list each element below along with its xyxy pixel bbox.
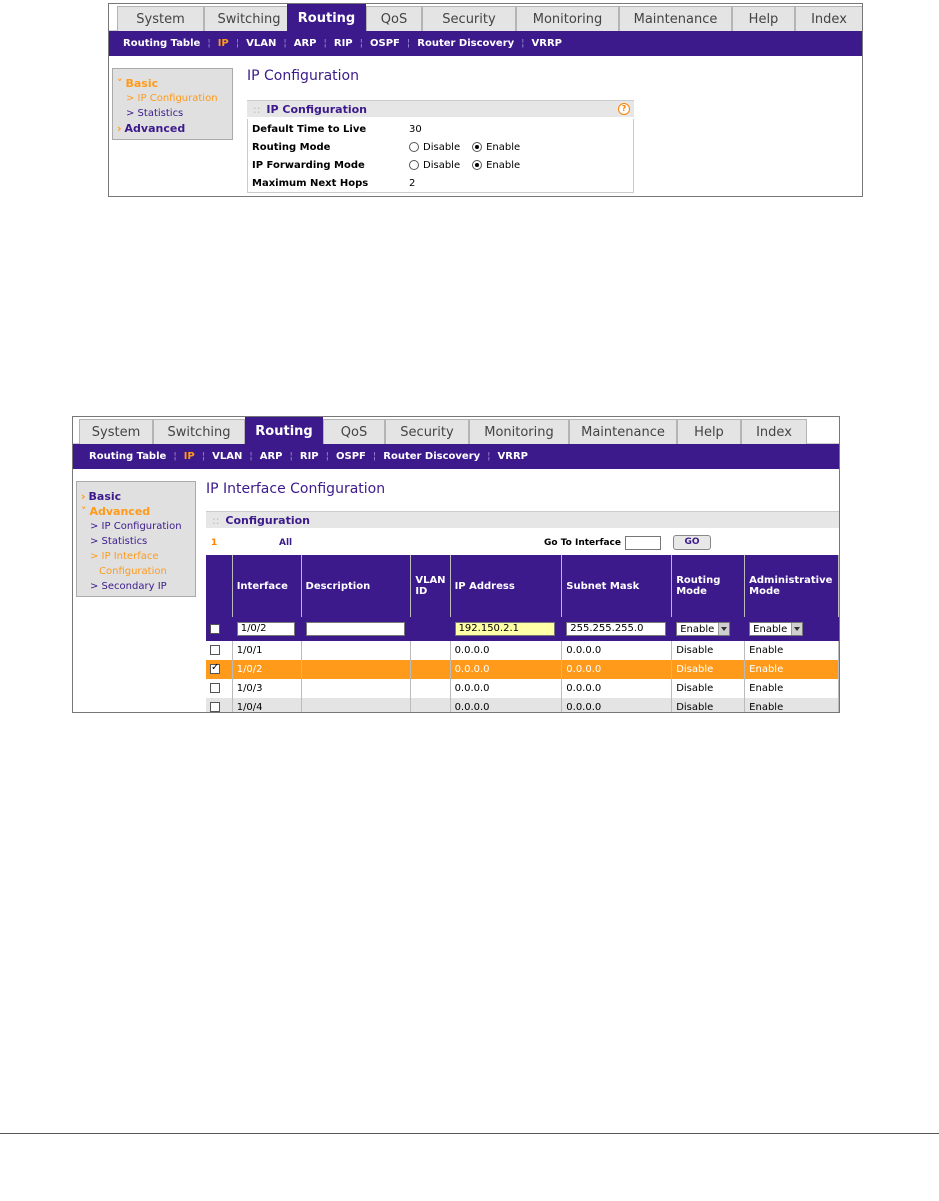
cell-description [301, 679, 411, 698]
table-row[interactable] [206, 641, 839, 660]
tab-help[interactable]: Help [677, 419, 741, 444]
sub-navigation: Routing Table ¦ IP ¦ VLAN ¦ ARP ¦ RIP ¦ OSPF ¦ Router Discovery ¦ VRRP [73, 444, 839, 469]
sidebar-item-label: Configuration [99, 566, 167, 577]
admin-mode-select[interactable] [749, 622, 803, 636]
goto-interface [544, 535, 711, 550]
tab-monitoring[interactable]: Monitoring [469, 419, 569, 444]
edit-row [206, 617, 839, 641]
sidebar-basic[interactable]: ˅ Basic [117, 77, 159, 90]
sidebar [76, 481, 196, 597]
col-interface: Interface [232, 555, 301, 617]
cell-interface: 1/0/4 [232, 698, 301, 713]
sidebar-item-statistics[interactable]: > Statistics [126, 108, 184, 119]
subnav-vlan[interactable]: VLAN [212, 451, 243, 462]
enable-label: Enable [486, 159, 521, 171]
chevron-down-icon [791, 623, 802, 635]
ip-address-input[interactable]: 192.150.2.1 [455, 622, 555, 636]
col-select [206, 555, 232, 617]
sidebar-advanced[interactable]: ˅ Advanced [81, 505, 151, 518]
cell-admin-mode: Enable [745, 641, 839, 660]
cell-vlan-id [411, 698, 450, 713]
cell-vlan-id [411, 660, 450, 679]
interface-input[interactable]: 1/0/2 [237, 622, 295, 636]
sidebar-advanced[interactable]: › Advanced [117, 122, 186, 135]
interface-table [206, 555, 839, 713]
subnav-arp[interactable]: ARP [259, 451, 283, 462]
max-hops-label: Maximum Next Hops [252, 177, 369, 189]
cell-routing-mode: Disable [672, 679, 745, 698]
cell-admin-mode: Enable [745, 679, 839, 698]
description-input[interactable] [306, 622, 405, 636]
sidebar-item-ip-interface-configuration[interactable] [81, 549, 191, 579]
cell-description [301, 698, 411, 713]
tab-help[interactable]: Help [732, 6, 795, 31]
edit-row-checkbox[interactable] [210, 624, 220, 634]
row-checkbox[interactable] [210, 702, 220, 712]
subnav-router-discovery[interactable]: Router Discovery [417, 38, 515, 49]
subnav-vrrp[interactable]: VRRP [531, 38, 563, 49]
cell-ip-address: 0.0.0.0 [450, 641, 562, 660]
enable-label: Enable [486, 141, 521, 153]
ttl-label: Default Time to Live [252, 123, 367, 135]
tab-switching[interactable]: Switching [204, 6, 294, 31]
page-number[interactable]: 1 [211, 538, 218, 548]
cell-subnet-mask: 0.0.0.0 [562, 660, 672, 679]
cell-admin-mode: Enable [745, 698, 839, 713]
cell-interface: 1/0/1 [232, 641, 301, 660]
tab-routing[interactable]: Routing [287, 4, 366, 32]
col-admin-mode: Administrative Mode [745, 555, 839, 617]
table-row[interactable] [206, 698, 839, 713]
cell-ip-address: 0.0.0.0 [450, 698, 562, 713]
screenshot-ip-configuration [108, 3, 863, 197]
tab-index[interactable]: Index [741, 419, 807, 444]
col-vlan-id: VLAN ID [411, 555, 450, 617]
subnav-vrrp[interactable]: VRRP [497, 451, 529, 462]
main-tabs [109, 4, 862, 31]
sidebar-item-label: > IP Interface [90, 551, 159, 562]
tab-maintenance[interactable]: Maintenance [619, 6, 732, 31]
sidebar-item-ip-configuration[interactable]: > IP Configuration [90, 521, 182, 532]
ip-forwarding-disable-radio[interactable] [409, 160, 419, 170]
subnav-routing-table[interactable]: Routing Table [89, 451, 167, 462]
subnav-ospf[interactable]: OSPF [336, 451, 366, 462]
tab-index[interactable]: Index [795, 6, 863, 31]
routing-mode-value: Enable [680, 623, 715, 635]
screenshot-ip-interface-configuration [72, 416, 840, 713]
cell-subnet-mask: 0.0.0.0 [562, 679, 672, 698]
cell-ip-address: 0.0.0.0 [450, 679, 562, 698]
ip-forwarding-row [252, 156, 532, 174]
panel-header: :: IP Configuration ? [247, 100, 634, 117]
disable-label: Disable [423, 141, 461, 153]
cell-description [301, 641, 411, 660]
max-hops-row [252, 174, 415, 192]
tab-monitoring[interactable]: Monitoring [516, 6, 619, 31]
cell-ip-address: 0.0.0.0 [450, 660, 562, 679]
sidebar-item-statistics[interactable]: > Statistics [90, 536, 148, 547]
routing-mode-disable-radio[interactable] [409, 142, 419, 152]
tab-system[interactable]: System [117, 6, 204, 31]
tab-switching[interactable]: Switching [153, 419, 245, 444]
ttl-row [252, 120, 422, 138]
subnav-ip[interactable]: IP [183, 451, 195, 462]
help-icon[interactable]: ? [618, 103, 630, 115]
max-hops-value: 2 [409, 177, 416, 189]
subnav-arp[interactable]: ARP [293, 38, 317, 49]
row-checkbox[interactable] [210, 645, 220, 655]
subnav-router-discovery[interactable]: Router Discovery [383, 451, 481, 462]
cell-interface: 1/0/2 [232, 660, 301, 679]
tab-system[interactable]: System [79, 419, 153, 444]
tab-maintenance[interactable]: Maintenance [569, 419, 677, 444]
tab-qos[interactable]: QoS [323, 419, 385, 444]
cell-subnet-mask: 0.0.0.0 [562, 698, 672, 713]
subnav-ospf[interactable]: OSPF [370, 38, 400, 49]
col-subnet-mask: Subnet Mask [562, 555, 672, 617]
tab-routing[interactable]: Routing [245, 417, 323, 445]
table-header [206, 555, 839, 617]
sub-navigation: Routing Table ¦ IP ¦ VLAN ¦ ARP ¦ RIP ¦ OSPF ¦ Router Discovery ¦ VRRP [109, 31, 862, 56]
cell-admin-mode: Enable [745, 660, 839, 679]
sidebar [112, 68, 233, 140]
row-checkbox[interactable] [210, 664, 220, 674]
row-checkbox[interactable] [210, 683, 220, 693]
ip-forwarding-enable-radio[interactable] [472, 160, 482, 170]
subnav-ip[interactable]: IP [217, 38, 229, 49]
col-routing-mode: Routing Mode [672, 555, 745, 617]
subnav-rip[interactable]: RIP [299, 451, 319, 462]
page-footer-rule [0, 1133, 939, 1134]
cell-routing-mode: Disable [672, 698, 745, 713]
sidebar-basic[interactable]: › Basic [81, 490, 122, 503]
goto-label: Go To Interface [544, 537, 621, 548]
tab-security[interactable]: Security [385, 419, 469, 444]
cell-routing-mode: Disable [672, 641, 745, 660]
routing-mode-select[interactable] [676, 622, 730, 636]
routing-mode-enable-radio[interactable] [472, 142, 482, 152]
cell-description [301, 660, 411, 679]
ttl-value: 30 [409, 123, 422, 135]
page-title: IP Configuration [247, 68, 359, 84]
table-row[interactable] [206, 660, 839, 679]
sidebar-item-secondary-ip[interactable]: > Secondary IP [90, 581, 167, 592]
col-ip-address: IP Address [450, 555, 562, 617]
cell-subnet-mask: 0.0.0.0 [562, 641, 672, 660]
main-tabs [73, 417, 839, 444]
ip-forwarding-label: IP Forwarding Mode [252, 159, 365, 171]
table-row[interactable] [206, 679, 839, 698]
page-title: IP Interface Configuration [206, 481, 386, 497]
cell-routing-mode: Disable [672, 660, 745, 679]
cell-vlan-id [411, 679, 450, 698]
cell-vlan-id [411, 641, 450, 660]
tab-security[interactable]: Security [422, 6, 516, 31]
tab-qos[interactable]: QoS [366, 6, 422, 31]
subnav-rip[interactable]: RIP [333, 38, 353, 49]
routing-mode-row [252, 138, 532, 156]
subnav-routing-table[interactable]: Routing Table [123, 38, 201, 49]
panel-header: :: Configuration [206, 511, 840, 528]
col-description: Description [301, 555, 411, 617]
go-button[interactable]: GO [673, 535, 711, 550]
routing-mode-label: Routing Mode [252, 141, 331, 153]
chevron-down-icon [718, 623, 729, 635]
disable-label: Disable [423, 159, 461, 171]
subnet-mask-input[interactable]: 255.255.255.0 [566, 622, 666, 636]
subnav-vlan[interactable]: VLAN [246, 38, 277, 49]
goto-interface-input[interactable] [625, 536, 661, 550]
sidebar-item-ip-configuration[interactable]: > IP Configuration [126, 93, 218, 104]
cell-interface: 1/0/3 [232, 679, 301, 698]
admin-mode-value: Enable [753, 623, 788, 635]
all-link[interactable]: All [279, 538, 293, 548]
